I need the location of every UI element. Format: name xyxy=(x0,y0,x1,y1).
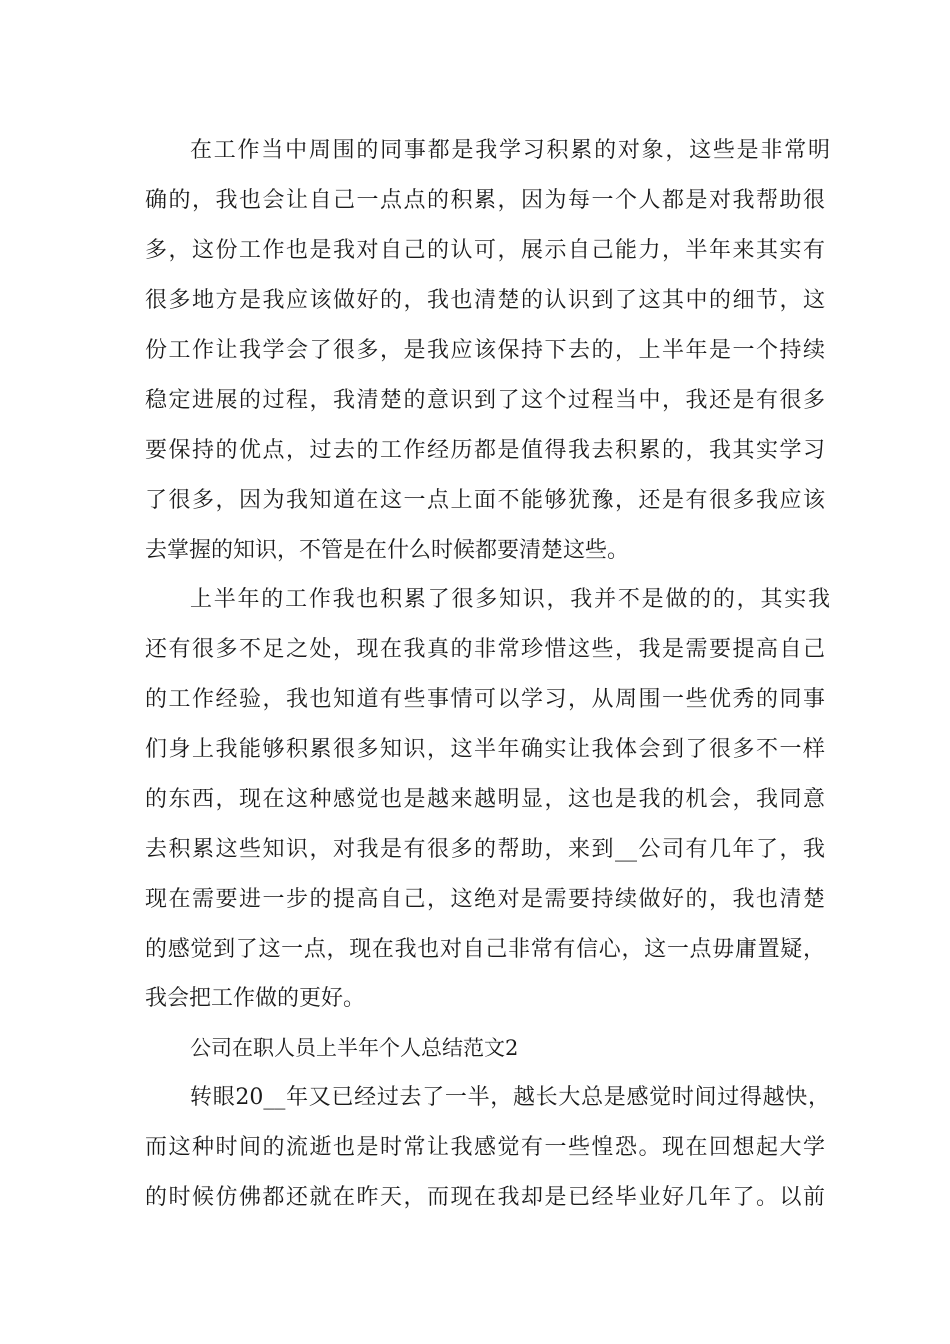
paragraph-1-line-3: 多，这份工作也是我对自己的认可，展示自己能力，半年来其实有 xyxy=(145,238,825,263)
paragraph-3-line-2: 而这种时间的流逝也是时常让我感觉有一些惶恐。现在回想起大学 xyxy=(145,1135,825,1160)
paragraph-2-line-2: 还有很多不足之处，现在我真的非常珍惜这些，我是需要提高自己 xyxy=(145,637,825,662)
paragraph-1-line-6: 稳定进展的过程，我清楚的意识到了这个过程当中，我还是有很多 xyxy=(145,388,825,413)
paragraph-3-line-3: 的时候仿佛都还就在昨天，而现在我却是已经毕业好几年了。以前 xyxy=(145,1185,825,1210)
paragraph-1-line-8: 了很多，因为我知道在这一点上面不能够犹豫，还是有很多我应该 xyxy=(145,488,825,513)
paragraph-3-line-1: 转眼20__年又已经过去了一半，越长大总是感觉时间过得越快， xyxy=(190,1085,830,1110)
paragraph-2-line-3: 的工作经验，我也知道有些事情可以学习，从周围一些优秀的同事 xyxy=(145,687,825,712)
paragraph-1-line-9: 去掌握的知识，不管是在什么时候都要清楚这些。 xyxy=(145,538,630,563)
paragraph-2-line-9: 我会把工作做的更好。 xyxy=(145,986,366,1011)
paragraph-1-line-7: 要保持的优点，过去的工作经历都是值得我去积累的，我其实学习 xyxy=(145,438,825,463)
paragraph-2-line-7: 现在需要进一步的提高自己，这绝对是需要持续做好的，我也清楚 xyxy=(145,887,825,912)
paragraph-2-line-6: 去积累这些知识，对我是有很多的帮助，来到__公司有几年了，我 xyxy=(145,837,825,862)
paragraph-2-line-1: 上半年的工作我也积累了很多知识，我并不是做的的，其实我 xyxy=(190,587,830,612)
paragraph-1-line-4: 很多地方是我应该做好的，我也清楚的认识到了这其中的细节，这 xyxy=(145,288,825,313)
paragraph-2-line-8: 的感觉到了这一点，现在我也对自己非常有信心，这一点毋庸置疑， xyxy=(145,937,825,962)
section-title: 公司在职人员上半年个人总结范文2 xyxy=(190,1036,519,1060)
paragraph-2-line-5: 的东西，现在这种感觉也是越来越明显，这也是我的机会，我同意 xyxy=(145,787,825,812)
paragraph-1-line-2: 确的，我也会让自己一点点的积累，因为每一个人都是对我帮助很 xyxy=(145,188,825,213)
paragraph-1-line-5: 份工作让我学会了很多，是我应该保持下去的，上半年是一个持续 xyxy=(145,338,825,363)
paragraph-2-line-4: 们身上我能够积累很多知识，这半年确实让我体会到了很多不一样 xyxy=(145,737,825,762)
paragraph-1-line-1: 在工作当中周围的同事都是我学习积累的对象，这些是非常明 xyxy=(190,138,830,163)
